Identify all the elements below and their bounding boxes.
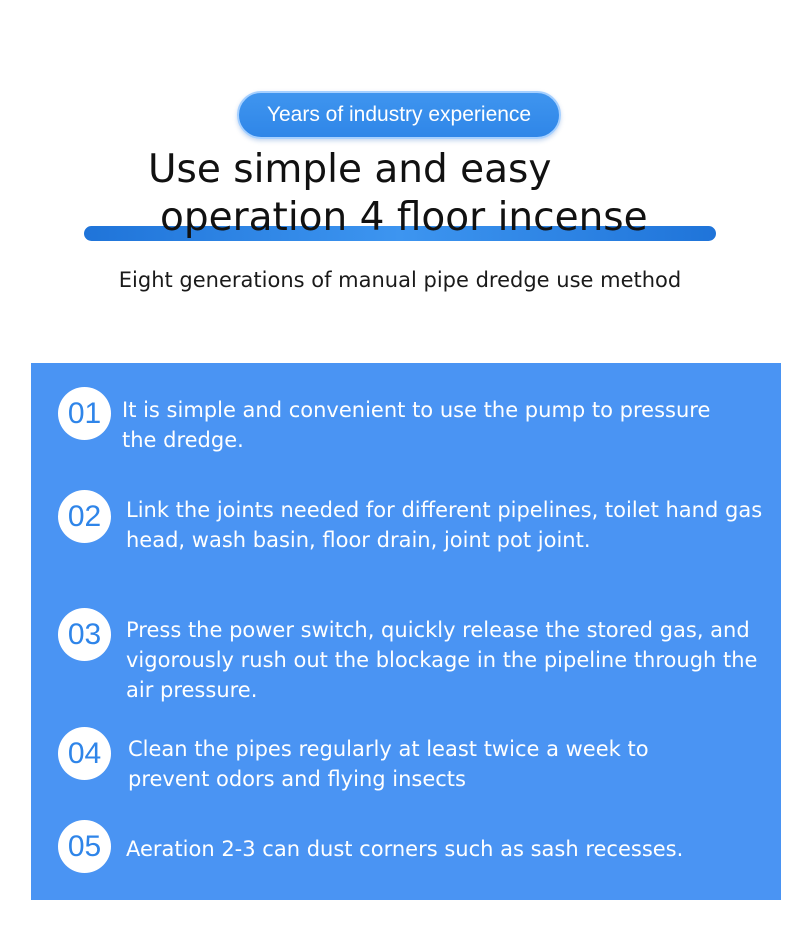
step-text: Clean the pipes regularly at least twice a week to prevent odors and flying insects: [128, 737, 649, 791]
step-text: Press the power switch, quickly release the stored gas, and vigorously rush out the blockage in the pipeline through the air pressure.: [126, 618, 758, 702]
step-number-badge: 03: [58, 608, 111, 661]
page-title-line-2: operation 4 floor incense: [160, 195, 648, 240]
steps-panel: [31, 363, 781, 900]
step-text: Link the joints needed for different pipelines, toilet hand gas head, wash basin, floor drain, joint pot joint.: [126, 498, 763, 552]
experience-badge: Years of industry experience: [237, 91, 561, 139]
step-number-badge: 02: [58, 490, 111, 543]
step-text: Aeration 2-3 can dust corners such as sash recesses.: [126, 837, 684, 861]
step-text: It is simple and convenient to use the pump to pressure the dredge.: [122, 398, 711, 452]
page-title-line-1: Use simple and easy: [148, 147, 552, 192]
step-number-badge: 05: [58, 820, 111, 873]
step-number-badge: 01: [58, 387, 111, 440]
page-subtitle: Eight generations of manual pipe dredge use method: [118, 268, 682, 292]
page-title: [148, 146, 648, 242]
step-number-badge: 04: [58, 727, 111, 780]
